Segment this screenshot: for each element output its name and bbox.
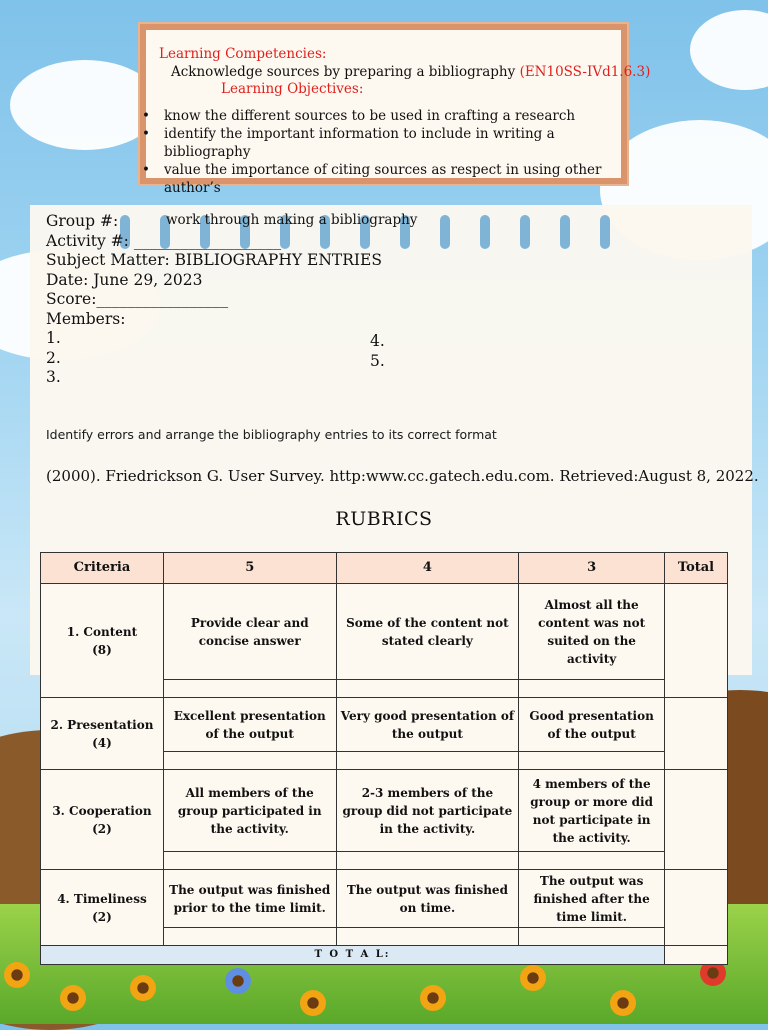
members-right-column (370, 332, 385, 371)
descriptor-cell: Provide clear and concise answer (163, 584, 336, 680)
header-score-5: 5 (163, 553, 336, 584)
descriptor-cell: Good presentation of the output (519, 698, 665, 752)
activity-field[interactable]: Activity #: ___________________ (46, 231, 282, 250)
table-total-row (41, 946, 728, 965)
table-header-row (41, 553, 728, 584)
instruction-text: Identify errors and arrange the bibliography entries to its correct format (46, 427, 497, 442)
subject-matter: Subject Matter: BIBLIOGRAPHY ENTRIES (46, 251, 382, 269)
rubrics-table (40, 552, 728, 965)
learning-competencies-box (140, 24, 651, 228)
flower-decoration (610, 990, 636, 1016)
descriptor-cell: The output was finished prior to the time limit. (163, 870, 336, 928)
objective-item-continuation: work through making a bibliography (166, 211, 418, 228)
cloud-top-right (690, 10, 768, 90)
competency-line (171, 63, 650, 81)
objective-item: • identify the important information to include in writing a bibliography (146, 125, 616, 161)
flower-decoration (4, 962, 30, 988)
activity-form (46, 212, 382, 388)
flower-decoration (225, 968, 251, 994)
descriptor-cell: 2-3 members of the group did not participate in the activity. (336, 770, 519, 852)
criteria-cell: 3. Cooperation (2) (41, 770, 164, 870)
flower-decoration (300, 990, 326, 1016)
total-cell[interactable] (665, 584, 728, 698)
score-field[interactable]: Score:_________________ (46, 290, 229, 308)
objective-item: • know the different sources to be used in crafting a research (146, 107, 616, 125)
criteria-cell: 4. Timeliness (2) (41, 870, 164, 946)
header-total: Total (665, 553, 728, 584)
table-row (41, 770, 728, 852)
objectives-label: Learning Objectives: (221, 81, 364, 97)
table-row (41, 698, 728, 752)
members-label: Members: (46, 309, 126, 328)
criteria-cell: 2. Presentation (4) (41, 698, 164, 770)
member-4[interactable]: 4. (370, 332, 385, 350)
table-row (41, 870, 728, 928)
total-cell[interactable] (665, 770, 728, 870)
header-score-4: 4 (336, 553, 519, 584)
member-2[interactable]: 2. (46, 348, 61, 367)
bibliography-entry: (2000). Friedrickson G. User Survey. http:www.cc.gatech.edu.com. Retrieved:August 8, 2022. (46, 467, 759, 485)
descriptor-cell: All members of the group participated in the activity. (163, 770, 336, 852)
grand-total-cell[interactable] (665, 946, 728, 965)
group-field[interactable]: Group #: (46, 212, 119, 230)
header-criteria: Criteria (41, 553, 164, 584)
competencies-label: Learning Competencies: (159, 46, 327, 62)
flower-decoration (420, 985, 446, 1011)
objective-item: • value the importance of citing sources as respect in using other author’s (146, 161, 616, 197)
header-score-3: 3 (519, 553, 665, 584)
member-1[interactable]: 1. (46, 329, 61, 347)
rubrics-title: RUBRICS (335, 508, 433, 530)
descriptor-cell: The output was finished after the time limit. (519, 870, 665, 928)
competency-text: Acknowledge sources by preparing a bibliography (171, 64, 516, 80)
descriptor-cell: Excellent presentation of the output (163, 698, 336, 752)
flower-decoration (130, 975, 156, 1001)
member-3[interactable]: 3. (46, 368, 61, 386)
descriptor-cell: Very good presentation of the output (336, 698, 519, 752)
descriptor-cell: Some of the content not stated clearly (336, 584, 519, 680)
criteria-cell: 1. Content (8) (41, 584, 164, 698)
cloud-left-2 (10, 60, 160, 150)
member-5[interactable]: 5. (370, 351, 385, 370)
table-row (41, 584, 728, 680)
total-label: T O T A L: (41, 946, 665, 965)
descriptor-cell: The output was finished on time. (336, 870, 519, 928)
descriptor-cell: Almost all the content was not suited on the activity (519, 584, 665, 680)
descriptor-cell: 4 members of the group or more did not participate in the activity. (519, 770, 665, 852)
date-field: Date: June 29, 2023 (46, 270, 203, 289)
flower-decoration (60, 985, 86, 1011)
flower-decoration (520, 965, 546, 991)
total-cell[interactable] (665, 698, 728, 770)
total-cell[interactable] (665, 870, 728, 946)
competency-code: (EN10SS-IVd1.6.3) (519, 64, 651, 80)
